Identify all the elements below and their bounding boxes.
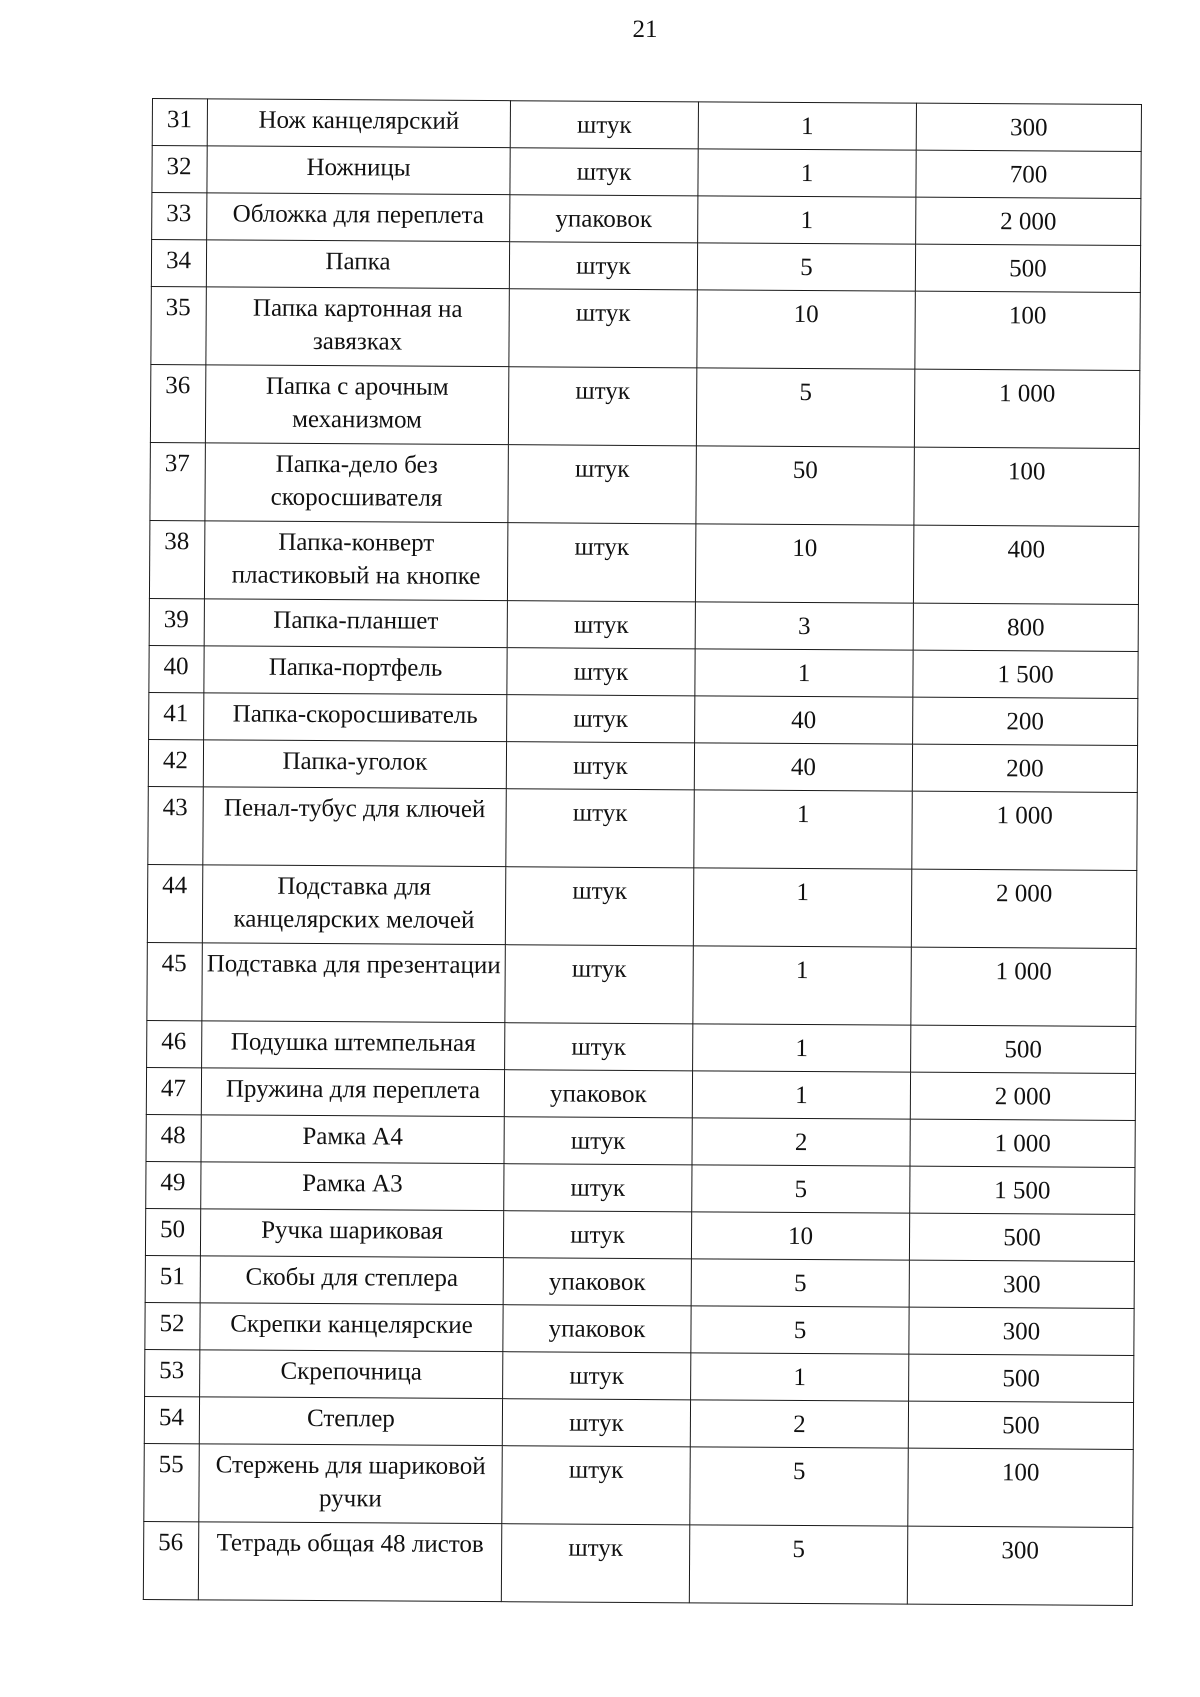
- unit-cell: упаковок: [503, 1305, 691, 1353]
- price-cell: 2 000: [911, 869, 1136, 948]
- quantity-cell: 5: [691, 1259, 909, 1307]
- quantity-cell: 40: [695, 696, 913, 744]
- table-row: [150, 364, 1139, 448]
- unit-cell: упаковок: [510, 195, 698, 243]
- item-name-cell: Скрепочница: [200, 1350, 503, 1399]
- table-row: [145, 1349, 1134, 1402]
- item-name-cell: Папка-портфель: [204, 646, 507, 695]
- price-cell: 200: [913, 697, 1138, 745]
- quantity-cell: 1: [693, 1024, 911, 1072]
- item-name-cell: Папка картонная на завязках: [206, 287, 509, 367]
- row-number-cell: 32: [152, 146, 207, 193]
- quantity-cell: 1: [691, 1353, 909, 1401]
- row-number-cell: 41: [149, 692, 204, 739]
- quantity-cell: 2: [690, 1400, 908, 1448]
- quantity-cell: 1: [698, 196, 916, 244]
- unit-cell: штук: [501, 1524, 689, 1603]
- item-name-cell: Пружина для переплета: [201, 1068, 504, 1117]
- table-row: [147, 864, 1136, 948]
- price-cell: 300: [916, 103, 1141, 151]
- quantity-cell: 1: [692, 1071, 910, 1119]
- price-cell: 500: [909, 1354, 1134, 1402]
- row-number-cell: 36: [150, 364, 205, 442]
- unit-cell: штук: [505, 867, 693, 946]
- row-number-cell: 42: [148, 739, 203, 786]
- item-name-cell: Папка-уголок: [203, 740, 506, 789]
- quantity-cell: 10: [697, 290, 915, 369]
- page-number: 21: [632, 16, 658, 43]
- table-row: [150, 442, 1139, 526]
- unit-cell: штук: [503, 1211, 691, 1259]
- item-name-cell: Папка-конверт пластиковый на кнопке: [204, 521, 507, 601]
- price-cell: 500: [909, 1213, 1134, 1261]
- price-cell: 1 000: [914, 369, 1139, 448]
- row-number-cell: 35: [151, 286, 206, 364]
- row-number-cell: 40: [149, 645, 204, 692]
- item-name-cell: Обложка для переплета: [207, 193, 510, 242]
- price-cell: 500: [915, 244, 1140, 292]
- quantity-cell: 1: [694, 790, 912, 869]
- item-name-cell: Нож канцелярский: [207, 99, 510, 148]
- row-number-cell: 46: [147, 1020, 202, 1067]
- row-number-cell: 45: [147, 942, 202, 1020]
- row-number-cell: 33: [152, 193, 207, 240]
- unit-cell: штук: [505, 945, 693, 1024]
- quantity-cell: 3: [695, 602, 913, 650]
- price-cell: 100: [914, 447, 1139, 526]
- item-name-cell: Подставка для канцелярских мелочей: [202, 865, 505, 945]
- table-row: [144, 1443, 1133, 1527]
- unit-cell: штук: [507, 523, 695, 602]
- unit-cell: штук: [507, 648, 695, 696]
- row-number-cell: 44: [147, 864, 202, 942]
- table-body: [143, 99, 1141, 1606]
- row-number-cell: 31: [152, 99, 207, 146]
- table-row: [143, 1521, 1132, 1605]
- table-row: [149, 520, 1138, 604]
- quantity-cell: 1: [693, 946, 911, 1025]
- unit-cell: штук: [504, 1117, 692, 1165]
- price-cell: 100: [908, 1448, 1133, 1527]
- item-name-cell: Пенал-тубус для ключей: [203, 787, 506, 867]
- row-number-cell: 37: [150, 442, 205, 520]
- quantity-cell: 1: [695, 649, 913, 697]
- price-cell: 200: [912, 744, 1137, 792]
- unit-cell: штук: [506, 742, 694, 790]
- table-row: [148, 739, 1137, 792]
- row-number-cell: 54: [144, 1396, 199, 1443]
- item-name-cell: Подставка для презентации: [202, 943, 505, 1023]
- table-row: [147, 942, 1136, 1026]
- table-row: [152, 193, 1141, 246]
- unit-cell: штук: [509, 242, 697, 290]
- table-row: [145, 1255, 1134, 1308]
- row-number-cell: 47: [146, 1067, 201, 1114]
- quantity-cell: 5: [696, 368, 914, 447]
- unit-cell: штук: [503, 1352, 691, 1400]
- row-number-cell: 38: [149, 520, 204, 598]
- quantity-cell: 10: [695, 524, 913, 603]
- row-number-cell: 50: [145, 1208, 200, 1255]
- unit-cell: штук: [510, 101, 698, 149]
- price-cell: 300: [907, 1526, 1132, 1605]
- quantity-cell: 2: [692, 1118, 910, 1166]
- price-cell: 1 000: [911, 947, 1136, 1026]
- quantity-cell: 5: [689, 1525, 907, 1604]
- item-name-cell: Подушка штемпельная: [202, 1021, 505, 1070]
- price-cell: 500: [908, 1401, 1133, 1449]
- quantity-cell: 50: [696, 446, 914, 525]
- item-name-cell: Рамка А4: [201, 1115, 504, 1164]
- price-cell: 2 000: [916, 197, 1141, 245]
- item-name-cell: Стержень для шариковой ручки: [199, 1444, 502, 1524]
- table-row: [145, 1302, 1134, 1355]
- row-number-cell: 43: [148, 786, 203, 864]
- unit-cell: штук: [507, 601, 695, 649]
- row-number-cell: 51: [145, 1255, 200, 1302]
- price-cell: 500: [911, 1025, 1136, 1073]
- price-cell: 300: [909, 1307, 1134, 1355]
- unit-cell: упаковок: [504, 1070, 692, 1118]
- unit-cell: штук: [508, 445, 696, 524]
- quantity-cell: 40: [694, 743, 912, 791]
- table-row: [151, 286, 1140, 370]
- item-name-cell: Степлер: [199, 1397, 502, 1446]
- quantity-cell: 1: [693, 868, 911, 947]
- quantity-cell: 5: [697, 243, 915, 291]
- item-name-cell: Скрепки канцелярские: [200, 1303, 503, 1352]
- unit-cell: штук: [510, 148, 698, 196]
- item-name-cell: Рамка А3: [201, 1162, 504, 1211]
- row-number-cell: 49: [146, 1161, 201, 1208]
- table-row: [149, 692, 1138, 745]
- item-name-cell: Скобы для степлера: [200, 1256, 503, 1305]
- supplies-table: [143, 98, 1142, 1606]
- quantity-cell: 10: [691, 1212, 909, 1260]
- row-number-cell: 34: [151, 240, 206, 287]
- table-row: [152, 146, 1141, 199]
- item-name-cell: Папка-дело без скоросшивателя: [205, 443, 508, 523]
- price-cell: 700: [916, 150, 1141, 198]
- price-cell: 800: [913, 603, 1138, 651]
- table-row: [144, 1396, 1133, 1449]
- unit-cell: штук: [504, 1164, 692, 1212]
- table-row: [147, 1020, 1136, 1073]
- price-cell: 2 000: [910, 1072, 1135, 1120]
- quantity-cell: 5: [691, 1306, 909, 1354]
- unit-cell: штук: [505, 1023, 693, 1071]
- price-cell: 1 500: [910, 1166, 1135, 1214]
- row-number-cell: 52: [145, 1302, 200, 1349]
- quantity-cell: 5: [690, 1447, 908, 1526]
- row-number-cell: 48: [146, 1114, 201, 1161]
- item-name-cell: Папка-планшет: [204, 599, 507, 648]
- item-name-cell: Папка с арочным механизмом: [205, 365, 508, 445]
- price-cell: 300: [909, 1260, 1134, 1308]
- unit-cell: штук: [509, 289, 697, 368]
- unit-cell: штук: [506, 789, 694, 868]
- table-row: [149, 598, 1138, 651]
- quantity-cell: 1: [698, 102, 916, 150]
- row-number-cell: 56: [143, 1521, 198, 1599]
- item-name-cell: Ножницы: [207, 146, 510, 195]
- item-name-cell: Ручка шариковая: [200, 1209, 503, 1258]
- unit-cell: штук: [502, 1446, 690, 1525]
- price-cell: 400: [913, 525, 1138, 604]
- row-number-cell: 53: [145, 1349, 200, 1396]
- price-cell: 1 500: [913, 650, 1138, 698]
- row-number-cell: 39: [149, 598, 204, 645]
- quantity-cell: 5: [692, 1165, 910, 1213]
- row-number-cell: 55: [144, 1443, 199, 1521]
- table-row: [145, 1208, 1134, 1261]
- unit-cell: штук: [508, 367, 696, 446]
- table-row: [149, 645, 1138, 698]
- table-row: [148, 786, 1137, 870]
- item-name-cell: Папка: [206, 240, 509, 289]
- price-cell: 1 000: [910, 1119, 1135, 1167]
- table-row: [146, 1161, 1135, 1214]
- price-cell: 1 000: [912, 791, 1137, 870]
- unit-cell: упаковок: [503, 1258, 691, 1306]
- table-row: [146, 1114, 1135, 1167]
- item-name-cell: Папка-скоросшиватель: [204, 693, 507, 742]
- table-row: [151, 240, 1140, 293]
- unit-cell: штук: [507, 695, 695, 743]
- table-row: [146, 1067, 1135, 1120]
- quantity-cell: 1: [698, 149, 916, 197]
- price-cell: 100: [915, 291, 1140, 370]
- item-name-cell: Тетрадь общая 48 листов: [198, 1522, 501, 1602]
- unit-cell: штук: [502, 1399, 690, 1447]
- table-row: [152, 99, 1141, 152]
